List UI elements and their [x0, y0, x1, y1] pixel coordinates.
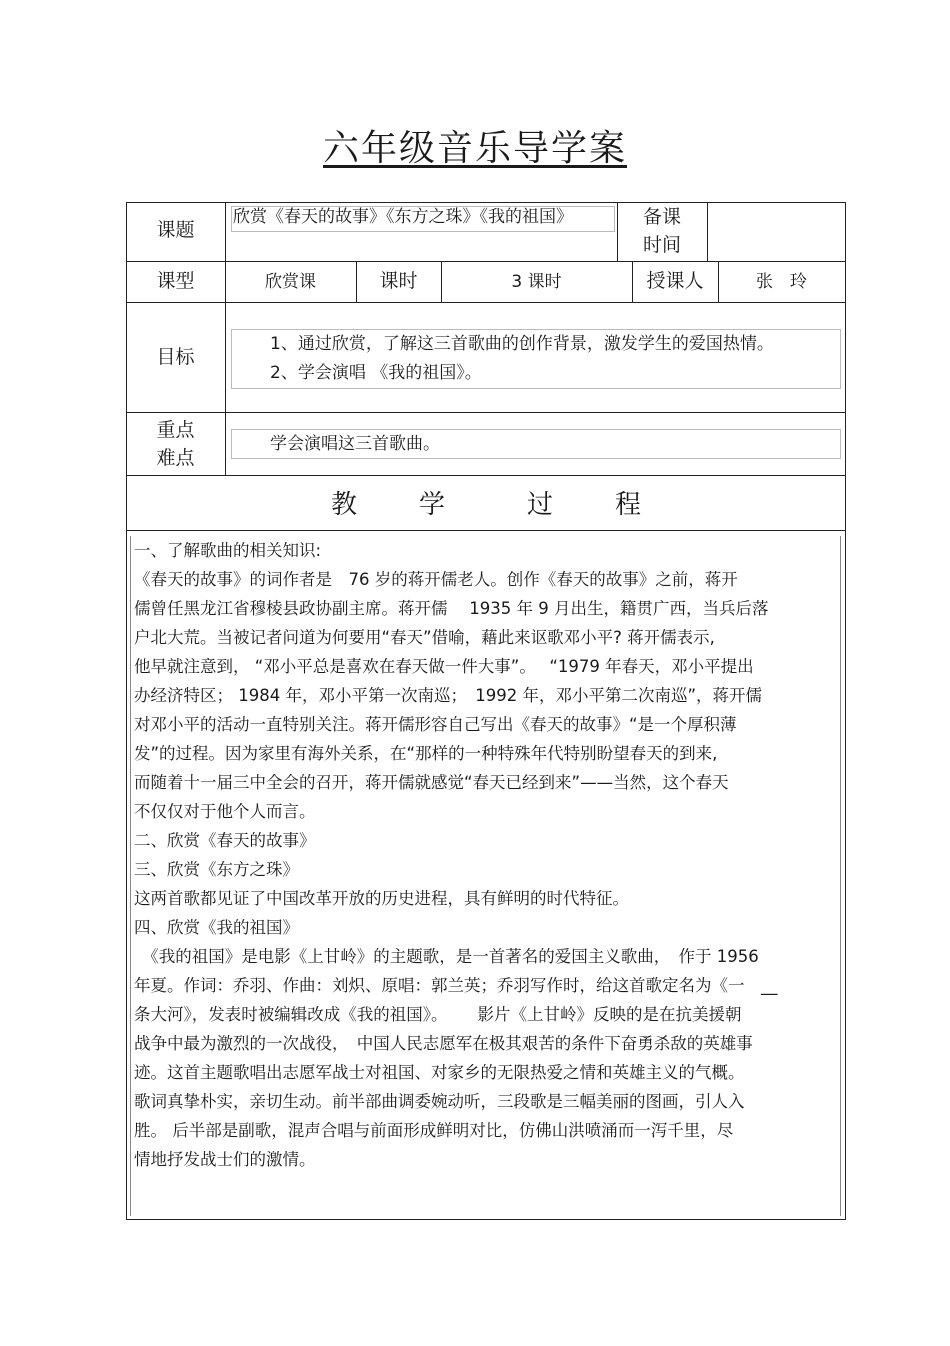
topic-value: 欣赏《春天的故事》《东方之珠》《我的祖国》 [233, 207, 573, 227]
body-line: 迹。这首主题歌唱出志愿军战士对祖国、对家乡的无限热爱之情和英雄主义的气概。 [134, 1063, 745, 1082]
hours-value: 3 课时 [511, 272, 562, 292]
table-border-bottom [126, 1219, 846, 1220]
key-points-label: 重点 难点 [156, 419, 195, 469]
body-line: 不仅仅对于他个人而言。 [134, 802, 316, 821]
body-line: 歌词真挚朴实，亲切生动。前半部曲调委婉动听，三段歌是三幅美丽的图画，引人入 [134, 1092, 745, 1111]
body-line: 胜。 后半部是副歌，混声合唱与前面形成鲜明对比，仿佛山洪喷涌而一泻千里，尽 [134, 1121, 734, 1140]
body-line: 对邓小平的活动一直特别关注。蒋开儒形容自己写出《春天的故事》“是一个厚积薄 [134, 715, 737, 734]
body-line: 这两首歌都见证了中国改革开放的历史进程，具有鲜明的时代特征。 [134, 889, 629, 908]
body-line: 办经济特区； 1984 年，邓小平第一次南巡； 1992 年，邓小平第二次南巡”，蒋开儒 [134, 686, 763, 705]
row-divider [126, 302, 846, 303]
table-border-right [845, 202, 846, 1220]
body-line: 一、了解歌曲的相关知识: [134, 541, 322, 560]
section-heading: 二、欣赏《春天的故事》 [134, 831, 316, 850]
body-line: 《春天的故事》的词作者是 76 岁的蒋开儒老人。创作《春天的故事》之前，蒋开 [134, 570, 738, 589]
page-title: 六年级音乐导学案 [322, 128, 627, 169]
key-points-value: 学会演唱这三首歌曲。 [270, 434, 440, 454]
body-line: 而随着十一届三中全会的召开，蒋开儒就感觉“春天已经到来”——当然，这个春天 [134, 773, 729, 792]
col-divider [707, 202, 708, 261]
row-divider [126, 475, 846, 476]
body-line: 情地抒发战士们的激情。 [134, 1150, 316, 1169]
body-line: 《我的祖国》是电影《上甘岭》的主题歌，是一首著名的爱国主义歌曲， 作于 1956 [134, 947, 759, 966]
section-heading: 四、欣赏《我的祖国》 [134, 918, 299, 937]
row-divider [126, 530, 846, 531]
body-margin-right [840, 536, 841, 1216]
body-margin-left [130, 536, 131, 1216]
section-heading: 三、欣赏《东方之珠》 [134, 860, 299, 879]
body-line: 他早就注意到， “邓小平总是喜欢在春天做一件大事”。 “1979 年春天，邓小平提出 [134, 657, 754, 676]
row-divider [126, 412, 846, 413]
goal-item: 1、通过欣赏，了解这三首歌曲的创作背景，激发学生的爱国热情。 [270, 334, 774, 354]
type-label: 课型 [156, 270, 195, 292]
body-line: 年夏。作词：乔羽、作曲：刘炽、原唱：郭兰英；乔羽写作时，给这首歌定名为《一 __ [134, 976, 778, 995]
goal-item: 2、学会演唱 《我的祖国》。 [270, 363, 482, 383]
lesson-body [134, 536, 842, 1174]
row-divider [126, 261, 846, 262]
teacher-value: 张 玲 [756, 272, 807, 292]
hours-label: 课时 [379, 270, 418, 292]
goals-label: 目标 [156, 346, 195, 368]
body-line: 儒曾任黑龙江省穆棱县政协副主席。蒋开儒 1935 年 9 月出生，籍贯广西，当兵后落 [134, 599, 769, 618]
body-line: 条大河》，发表时被编辑改成《我的祖国》。 影片《上甘岭》反映的是在抗美援朝 [134, 1005, 742, 1024]
col-divider [225, 202, 226, 475]
body-line: 发”的过程。因为家里有海外关系，在“那样的一种特殊年代特别盼望春天的到来, [134, 744, 718, 763]
process-heading: 教 学 过 程 [330, 489, 642, 520]
teacher-label: 授课人 [646, 270, 704, 292]
body-line: 户北大荒。当被记者问道为何要用“春天”借喻，藉此来讴歌邓小平? 蒋开儒表示, [134, 628, 715, 647]
prep-time-label: 备课 时间 [642, 206, 681, 256]
body-line: 战争中最为激烈的一次战役， 中国人民志愿军在极其艰苦的条件下奋勇杀敌的英雄事 [134, 1034, 753, 1053]
topic-label: 课题 [156, 219, 195, 241]
type-value: 欣赏课 [265, 272, 316, 292]
